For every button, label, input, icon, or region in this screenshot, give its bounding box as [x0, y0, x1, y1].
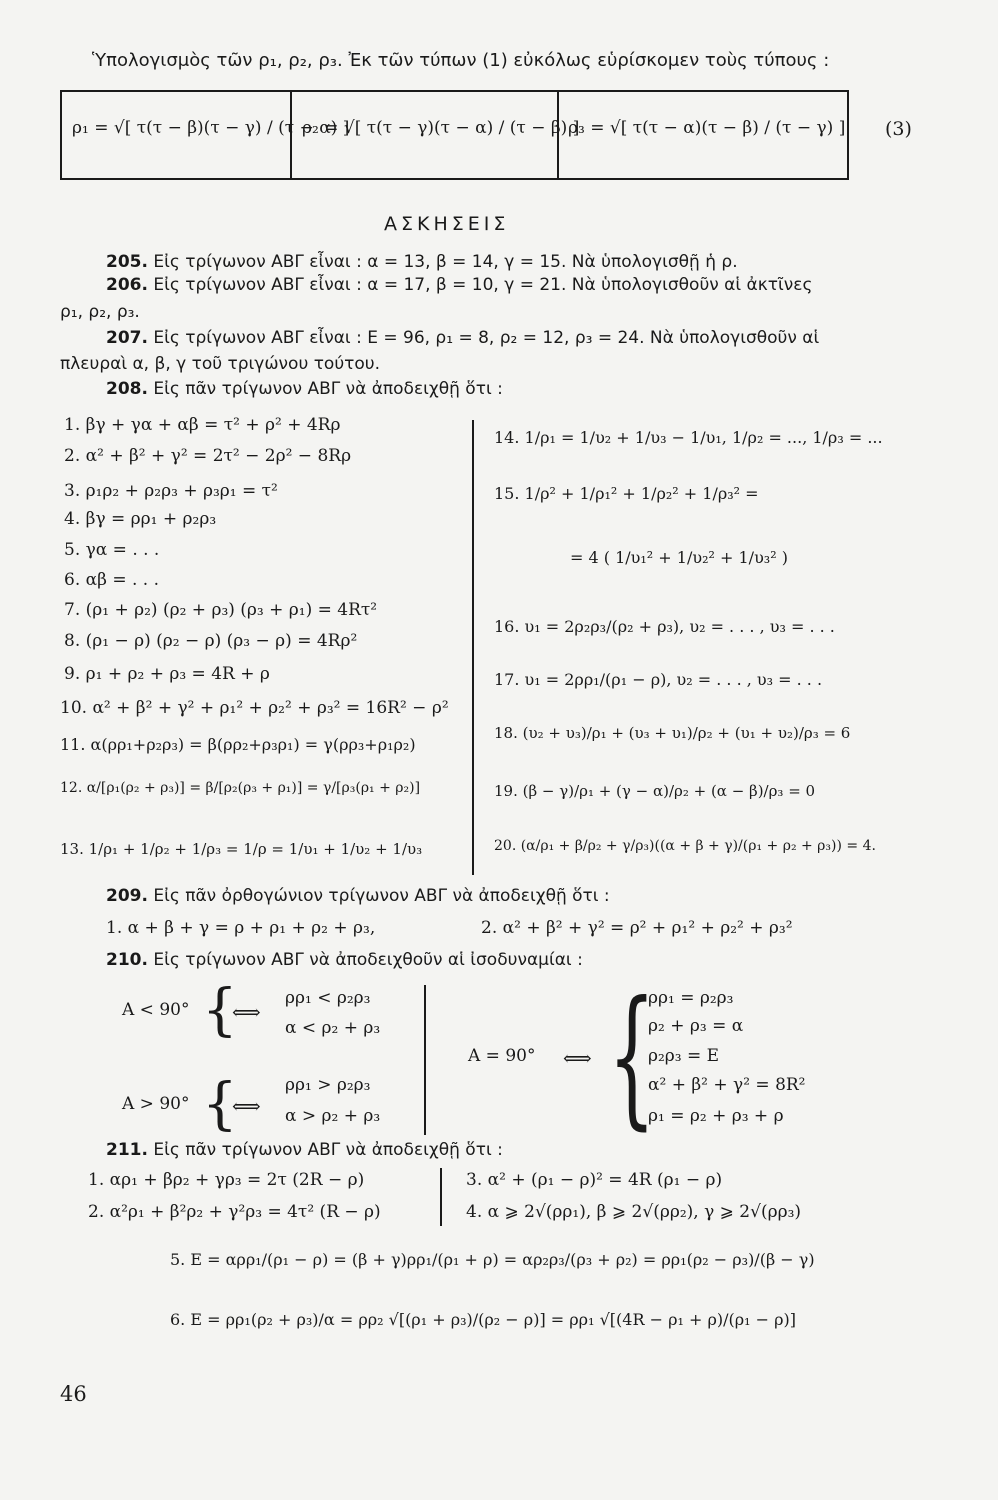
- identity-11: 11. α(ρρ₁+ρ₂ρ₃) = β(ρρ₂+ρ₃ρ₁) = γ(ρρ₃+ρ₁ρ₂): [60, 735, 416, 754]
- exercise-text: Εἰς πᾶν τρίγωνον ΑΒΓ νὰ ἀποδειχθῇ ὅτι :: [153, 379, 503, 399]
- exercise-211-item-2: 2. α²ρ₁ + β²ρ₂ + γ²ρ₃ = 4τ² (R − ρ): [88, 1202, 381, 1222]
- rho3-formula: ρ₃ = √[ τ(τ − α)(τ − β) / (τ − γ) ]: [568, 118, 846, 138]
- identity-7: 7. (ρ₁ + ρ₂) (ρ₂ + ρ₃) (ρ₃ + ρ₁) = 4Rτ²: [64, 600, 378, 620]
- identity-15: 15. 1/ρ² + 1/ρ₁² + 1/ρ₂² + 1/ρ₃² =: [494, 484, 759, 503]
- obtuse-condition: Α > 90°: [122, 1094, 190, 1114]
- acute-ineq-1: ρρ₁ < ρ₂ρ₃: [285, 988, 371, 1008]
- left-brace: {: [608, 970, 656, 1144]
- exercise-text: Εἰς τρίγωνον ΑΒΓ νὰ ἀποδειχθοῦν αἱ ἰσοδυναμίαι :: [153, 950, 583, 970]
- left-brace: {: [202, 1072, 238, 1137]
- section-title: ΑΣΚΗΣΕΙΣ: [384, 213, 510, 235]
- exercise-number: 206.: [106, 275, 148, 295]
- right-angle-eq-4: α² + β² + γ² = 8R²: [648, 1075, 806, 1095]
- exercise-text: Εἰς πᾶν τρίγωνον ΑΒΓ νὰ ἀποδειχθῇ ὅτι :: [153, 1140, 503, 1160]
- acute-condition: Α < 90°: [122, 1000, 190, 1020]
- identity-10: 10. α² + β² + γ² + ρ₁² + ρ₂² + ρ₃² = 16R² − ρ²: [60, 698, 449, 718]
- identity-3: 3. ρ₁ρ₂ + ρ₂ρ₃ + ρ₃ρ₁ = τ²: [64, 481, 278, 501]
- exercise-209-item-1: 1. α + β + γ = ρ + ρ₁ + ρ₂ + ρ₃,: [106, 918, 376, 938]
- exercise-text: Εἰς τρίγωνον ΑΒΓ εἶναι : α = 17, β = 10, γ = 21. Νὰ ὑπολογισθοῦν αἱ ἀκτῖνες: [153, 275, 813, 295]
- equivalence-arrow: ⟺: [232, 1000, 261, 1024]
- identity-14: 14. 1/ρ₁ = 1/υ₂ + 1/υ₃ − 1/υ₁, 1/ρ₂ = ..., 1/ρ₃ = ...: [494, 428, 883, 447]
- exercise-207-cont: πλευραὶ α, β, γ τοῦ τριγώνου τούτου.: [60, 354, 381, 374]
- identity-16: 16. υ₁ = 2ρ₂ρ₃/(ρ₂ + ρ₃), υ₂ = . . . , υ₃ = . . .: [494, 617, 835, 636]
- exercise-211-item-6: 6. Ε = ρρ₁(ρ₂ + ρ₃)/α = ρρ₂ √[(ρ₁ + ρ₃)/(ρ₂ − ρ)] = ρρ₁ √[(4R − ρ₁ + ρ)/(ρ₁ − ρ)]: [170, 1310, 797, 1329]
- equivalence-arrow: ⟺: [232, 1094, 261, 1118]
- exercise-text: Εἰς τρίγωνον ΑΒΓ εἶναι : Ε = 96, ρ₁ = 8, ρ₂ = 12, ρ₃ = 24. Νὰ ὑπολογισθοῦν αἱ: [153, 328, 820, 348]
- exercise-number: 207.: [106, 328, 148, 348]
- identity-9: 9. ρ₁ + ρ₂ + ρ₃ = 4R + ρ: [64, 664, 270, 684]
- rho1-formula: ρ₁ = √[ τ(τ − β)(τ − γ) / (τ − α) ]: [72, 118, 350, 138]
- obtuse-ineq-2: α > ρ₂ + ρ₃: [285, 1106, 381, 1126]
- right-angle-eq-3: ρ₂ρ₃ = Ε: [648, 1046, 720, 1066]
- exercise-206-cont: ρ₁, ρ₂, ρ₃.: [60, 302, 140, 322]
- rho2-formula: ρ₂ = √[ τ(τ − γ)(τ − α) / (τ − β) ]: [302, 118, 580, 138]
- identity-2: 2. α² + β² + γ² = 2τ² − 2ρ² − 8Rρ: [64, 446, 352, 466]
- exercise-number: 209.: [106, 886, 148, 906]
- equation-number: (3): [885, 118, 912, 140]
- exercise-text: Εἰς τρίγωνον ΑΒΓ εἶναι : α = 13, β = 14, γ = 15. Νὰ ὑπολογισθῇ ἡ ρ.: [153, 252, 738, 272]
- exercise-211-item-4: 4. α ⩾ 2√(ρρ₁), β ⩾ 2√(ρρ₂), γ ⩾ 2√(ρρ₃): [466, 1202, 802, 1222]
- exercise-205: [106, 252, 738, 272]
- ex211-divider: [440, 1168, 442, 1226]
- exercise-207: [106, 328, 819, 348]
- identity-18: 18. (υ₂ + υ₃)/ρ₁ + (υ₃ + υ₁)/ρ₂ + (υ₁ + υ₂)/ρ₃ = 6: [494, 724, 851, 742]
- identity-4: 4. βγ = ρρ₁ + ρ₂ρ₃: [64, 509, 217, 529]
- exercise-209: [106, 886, 610, 906]
- identity-8: 8. (ρ₁ − ρ) (ρ₂ − ρ) (ρ₃ − ρ) = 4Rρ²: [64, 631, 358, 651]
- exercise-number: 211.: [106, 1140, 148, 1160]
- exercise-208: [106, 379, 503, 399]
- right-angle-eq-5: ρ₁ = ρ₂ + ρ₃ + ρ: [648, 1106, 784, 1126]
- obtuse-ineq-1: ρρ₁ > ρ₂ρ₃: [285, 1075, 371, 1095]
- identity-1: 1. βγ + γα + αβ = τ² + ρ² + 4Rρ: [64, 415, 341, 435]
- ex210-divider: [424, 985, 426, 1135]
- identity-5: 5. γα = . . .: [64, 540, 160, 560]
- identity-20: 20. (α/ρ₁ + β/ρ₂ + γ/ρ₃)((α + β + γ)/(ρ₁ + ρ₂ + ρ₃)) = 4.: [494, 838, 876, 854]
- exercise-text: Εἰς πᾶν ὀρθογώνιον τρίγωνον ΑΒΓ νὰ ἀποδειχθῇ ὅτι :: [153, 886, 610, 906]
- identity-12: 12. α/[ρ₁(ρ₂ + ρ₃)] = β/[ρ₂(ρ₃ + ρ₁)] = γ/[ρ₃(ρ₁ + ρ₂)]: [60, 780, 421, 796]
- exercise-211-item-3: 3. α² + (ρ₁ − ρ)² = 4R (ρ₁ − ρ): [466, 1170, 723, 1190]
- left-brace: {: [202, 978, 238, 1043]
- right-angle-eq-1: ρρ₁ = ρ₂ρ₃: [648, 988, 734, 1008]
- identity-15-rhs: = 4 ( 1/υ₁² + 1/υ₂² + 1/υ₃² ): [570, 548, 788, 567]
- right-angle-eq-2: ρ₂ + ρ₃ = α: [648, 1016, 744, 1036]
- identity-13: 13. 1/ρ₁ + 1/ρ₂ + 1/ρ₃ = 1/ρ = 1/υ₁ + 1/υ₂ + 1/υ₃: [60, 840, 423, 858]
- equivalence-arrow: ⟺: [563, 1046, 592, 1070]
- exercise-number: 210.: [106, 950, 148, 970]
- exercise-206: [106, 275, 812, 295]
- identity-6: 6. αβ = . . .: [64, 570, 160, 590]
- identity-19: 19. (β − γ)/ρ₁ + (γ − α)/ρ₂ + (α − β)/ρ₃ = 0: [494, 782, 816, 800]
- identity-17: 17. υ₁ = 2ρρ₁/(ρ₁ − ρ), υ₂ = . . . , υ₃ = . . .: [494, 670, 823, 689]
- exercise-211-item-5: 5. Ε = αρρ₁/(ρ₁ − ρ) = (β + γ)ρρ₁/(ρ₁ + ρ) = αρ₂ρ₃/(ρ₃ + ρ₂) = ρρ₁(ρ₂ − ρ₃)/(β − γ): [170, 1250, 815, 1269]
- acute-ineq-2: α < ρ₂ + ρ₃: [285, 1018, 381, 1038]
- exercise-209-item-2: 2. α² + β² + γ² = ρ² + ρ₁² + ρ₂² + ρ₃²: [481, 918, 793, 938]
- right-angle-condition: Α = 90°: [468, 1046, 536, 1066]
- exercise-210: [106, 950, 583, 970]
- exercise-211-item-1: 1. αρ₁ + βρ₂ + γρ₃ = 2τ (2R − ρ): [88, 1170, 365, 1190]
- exercise-211: [106, 1140, 503, 1160]
- column-divider: [472, 420, 474, 875]
- intro-line: Ὑπολογισμὸς τῶν ρ₁, ρ₂, ρ₃. Ἐκ τῶν τύπων (1) εὐκόλως εὑρίσκομεν τοὺς τύπους :: [92, 50, 830, 71]
- page-number: 46: [60, 1382, 87, 1406]
- exercise-number: 205.: [106, 252, 148, 272]
- exercise-number: 208.: [106, 379, 148, 399]
